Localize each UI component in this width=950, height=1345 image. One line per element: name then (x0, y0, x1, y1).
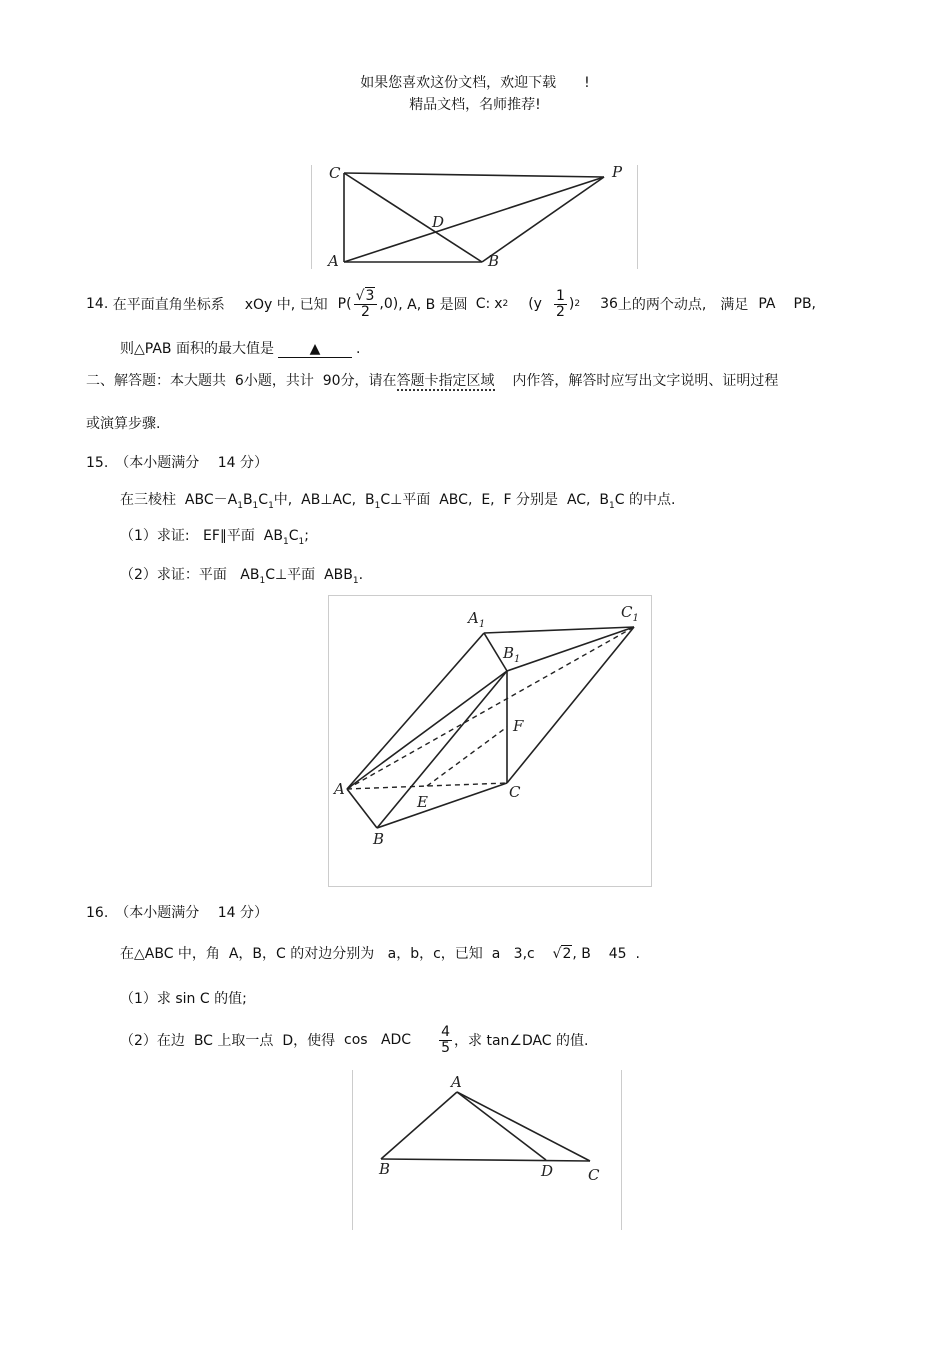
question-15-header: 15. （本小题满分 14 分） (86, 455, 268, 471)
segment-e-f-hidden (427, 727, 507, 786)
edge-ap (344, 177, 604, 262)
label-a: A (451, 1073, 462, 1091)
question-14-line-2: 则△PAB 面积的最大值是 ▲ . (120, 341, 361, 357)
header-line-2: 精品文档，名师推荐! (409, 97, 541, 113)
edge-c-c1 (507, 627, 634, 783)
edge-a1-c1 (484, 627, 634, 633)
label-b: B (488, 252, 500, 269)
question-15-part-2: （2）求证：平面 $AB_1C\perp$平面 $ABB_1$. (120, 567, 364, 586)
header-line-1: 如果您喜欢这份文档，欢迎下载 ! (360, 75, 590, 91)
label-a1: $A_1$ (468, 609, 486, 630)
label-d: D (541, 1162, 554, 1180)
label-d: D (432, 213, 445, 231)
edge-cb (344, 173, 482, 262)
edge-b-b1 (377, 671, 507, 828)
question-16-header: 16. （本小题满分 14 分） (86, 905, 268, 921)
question-16-part-1: （1）求 sin C 的值; (120, 991, 247, 1007)
fraction-four-fifths: $\frac{4}{5}$ (441, 1023, 450, 1056)
edge-a-b1 (347, 671, 507, 789)
edge-b1-c1 (507, 627, 634, 671)
figure-rectangle-cp (311, 165, 638, 269)
figure-triangle-abc (352, 1070, 622, 1230)
label-c: C (329, 165, 341, 182)
edge-ab (381, 1092, 457, 1159)
label-b: B (373, 830, 385, 848)
section-2-instructions: 二、解答题：本大题共 6小题，共计 90分，请在答题卡指定区域 内作答，解答时应写出文字说明、证明过程 (86, 373, 779, 389)
question-15-stem: 在三棱柱 $ABC-A_1B_1C_1$中, AB⊥AC, $B_1C\perp$平面 ABC, E, F 分别是 AC, $B_1C$ 的中点. (120, 492, 676, 511)
dotted-emphasis: 答题卡指定区域 (396, 373, 495, 389)
label-c: C (588, 1166, 600, 1184)
section-2-instructions-cont: 或演算步骤. (86, 416, 161, 432)
fraction-sqrt3-over-2: $\frac{√3}{2}$ (354, 289, 378, 319)
edge-cp (344, 173, 604, 177)
edge-a-a1 (347, 633, 484, 789)
edge-bp (482, 177, 604, 262)
label-c: C (509, 783, 521, 801)
label-b: B (379, 1160, 391, 1178)
label-c1: $C_1$ (621, 603, 639, 624)
label-b1: $B_1$ (503, 644, 521, 665)
fraction-one-half: $\frac{1}{2}$ (555, 287, 565, 320)
edge-ac (457, 1092, 590, 1161)
question-16-stem: 在△ABC 中，角 A，B，C 的对边分别为 a，b，c，已知 a 3,c √2, B 45 . (120, 946, 640, 962)
label-f: F (513, 717, 524, 735)
label-a: A (328, 252, 339, 269)
question-14-line-1: 14. 在平面直角坐标系 xOy 中, 已知 P( $\frac{√3}{2}$ ,0) , A, B 是圆 C: x 2 (y $\frac{1}{2}$ ) 2 36 上的两个动点, 满足 PA PB , (86, 287, 816, 320)
q14-number: 14. (86, 296, 109, 312)
edge-bc (381, 1159, 590, 1161)
edge-a-b (347, 789, 377, 828)
question-15-part-1: （1）求证: EF∥平面 $AB_1C_1$; (120, 528, 309, 547)
label-a: A (334, 780, 345, 798)
figure-triangular-prism (328, 595, 652, 887)
edge-a-c1-hidden (347, 627, 634, 789)
question-16-part-2: （2）在边 BC 上取一点 D，使得 cos ADC $\frac{4}{5}$ ，求 tan∠DAC 的值. (120, 1023, 589, 1056)
edge-ad (457, 1092, 546, 1160)
label-e: E (417, 793, 428, 811)
answer-blank-14: ▲ (278, 341, 352, 358)
label-p: P (612, 165, 623, 181)
